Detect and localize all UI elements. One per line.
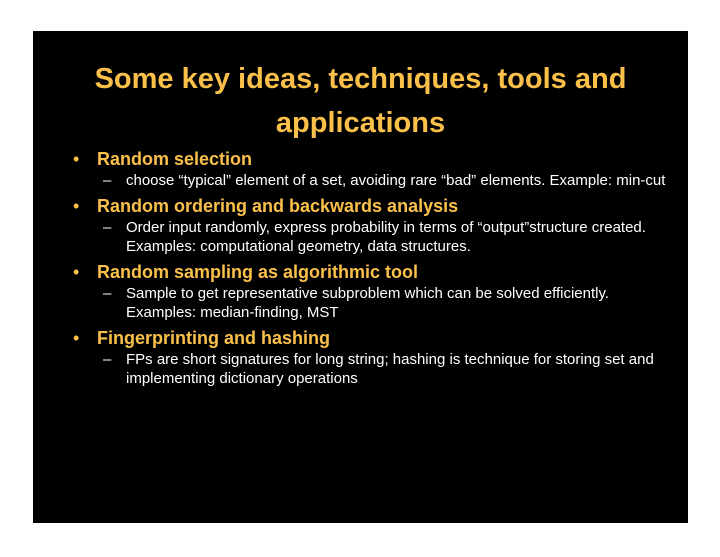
sub-item [73,350,673,388]
bullet-list [73,147,673,388]
bullet-random-ordering [73,194,673,218]
sub-item-text: Sample to get representative subproblem which can be solved efficiently. Examples: median-finding, MST [126,285,610,321]
sub-item-text: Order input randomly, express probability in terms of “output”structure created. Examples: computational geometry, data structures. [126,219,646,255]
title-line-1: Some key ideas, techniques, tools and [94,63,627,95]
sub-item-text: FPs are short signatures for long string; hashing is technique for storing set and implementing dictionary operations [126,351,654,387]
sub-marker: – [103,285,112,302]
slide [33,31,688,523]
bullet-random-sampling [73,260,673,284]
bullet-fingerprinting-hashing [73,326,673,350]
sub-item [73,218,673,256]
bullet-random-selection [73,147,673,171]
sub-item [73,171,673,190]
slide-title [53,57,668,145]
title-line-2: applications [275,107,446,139]
bullet-heading: Random ordering and backwards analysis [97,196,459,216]
sub-marker: – [103,219,112,236]
bullet-heading: Random sampling as algorithmic tool [97,262,419,282]
bullet-marker: • [73,149,80,169]
bullet-marker: • [73,328,80,348]
sub-marker: – [103,351,112,368]
bullet-heading: Random selection [97,149,253,169]
sub-item-text: choose “typical” element of a set, avoiding rare “bad” elements. Example: min-cut [126,172,666,189]
sub-marker: – [103,172,112,189]
bullet-heading: Fingerprinting and hashing [97,328,330,348]
sub-item [73,284,673,322]
bullet-marker: • [73,262,80,282]
bullet-marker: • [73,196,80,216]
